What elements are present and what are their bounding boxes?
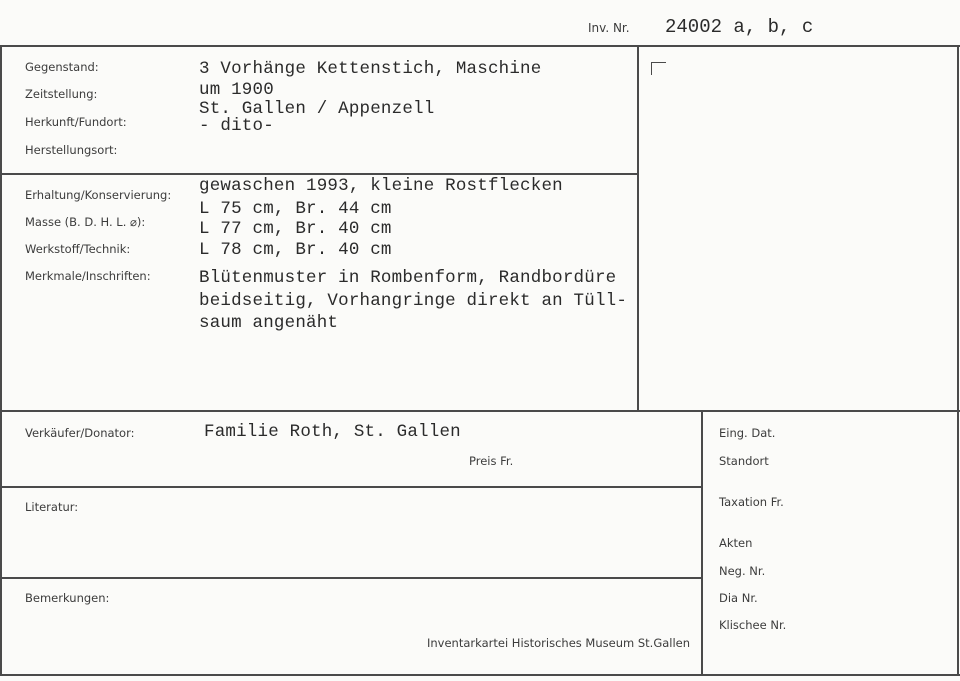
label-werkstoff: Werkstoff/Technik:: [25, 242, 131, 256]
section-rule-1: [0, 173, 638, 175]
value-merkmale-3: saum angenäht: [199, 313, 339, 333]
value-erhaltung: gewaschen 1993, kleine Rostflecken: [199, 176, 563, 196]
left-edge: [0, 45, 2, 675]
inv-nr-value: 24002 a, b, c: [665, 16, 814, 38]
label-taxation: Taxation Fr.: [719, 495, 784, 509]
bottom-rule: [0, 674, 960, 676]
value-herstellungsort: - dito-: [199, 116, 274, 136]
label-standort: Standort: [719, 454, 769, 468]
label-merkmale: Merkmale/Inschriften:: [25, 269, 151, 283]
value-herkunft: St. Gallen / Appenzell: [199, 99, 435, 119]
label-herstellungsort: Herstellungsort:: [25, 143, 118, 157]
label-akten: Akten: [719, 536, 753, 550]
label-preis: Preis Fr.: [469, 454, 514, 468]
value-verkaeufer: Familie Roth, St. Gallen: [204, 422, 461, 442]
label-zeitstellung: Zeitstellung:: [25, 87, 98, 101]
label-herkunft: Herkunft/Fundort:: [25, 115, 127, 129]
top-rule: [0, 45, 960, 47]
value-masse-3: L 78 cm, Br. 40 cm: [199, 240, 392, 260]
label-klischee-nr: Klischee Nr.: [719, 618, 787, 632]
label-neg-nr: Neg. Nr.: [719, 564, 766, 578]
value-zeitstellung: um 1900: [199, 80, 274, 100]
photo-box-divider: [637, 45, 639, 411]
label-eing-dat: Eing. Dat.: [719, 426, 776, 440]
label-dia-nr: Dia Nr.: [719, 591, 758, 605]
label-masse: Masse (B. D. H. L. ⌀):: [25, 215, 146, 229]
right-edge: [957, 45, 959, 675]
footer-institution: Inventarkartei Historisches Museum St.Gallen: [427, 636, 691, 650]
section-rule-3: [0, 486, 702, 488]
photo-corner-mark: [651, 62, 666, 75]
label-bemerkungen: Bemerkungen:: [25, 591, 110, 605]
section-rule-2: [0, 410, 960, 412]
label-erhaltung: Erhaltung/Konservierung:: [25, 188, 172, 202]
value-masse-2: L 77 cm, Br. 40 cm: [199, 219, 392, 239]
label-gegenstand: Gegenstand:: [25, 60, 99, 74]
value-merkmale-1: Blütenmuster in Rombenform, Randbordüre: [199, 268, 617, 288]
label-verkaeufer: Verkäufer/Donator:: [25, 426, 135, 440]
value-masse-1: L 75 cm, Br. 44 cm: [199, 199, 392, 219]
right-column-divider: [701, 410, 703, 675]
inv-nr-label: Inv. Nr.: [588, 21, 630, 35]
value-gegenstand: 3 Vorhänge Kettenstich, Maschine: [199, 59, 542, 79]
label-literatur: Literatur:: [25, 500, 79, 514]
value-merkmale-2: beidseitig, Vorhangringe direkt an Tüll-: [199, 291, 628, 311]
section-rule-4: [0, 577, 702, 579]
